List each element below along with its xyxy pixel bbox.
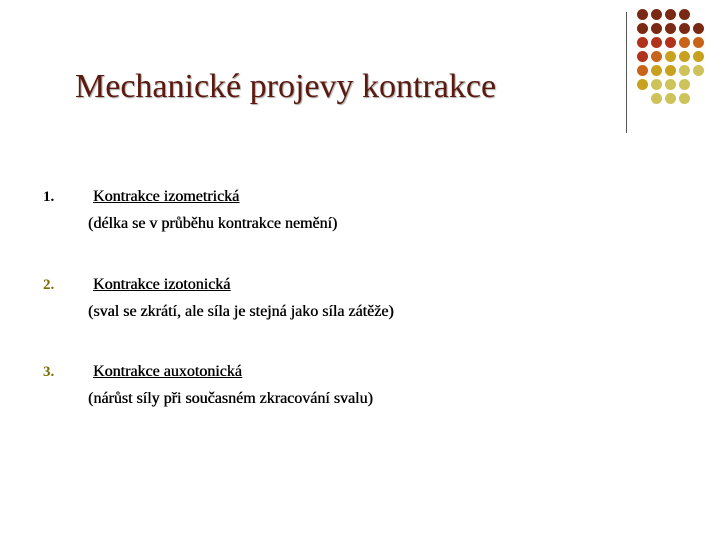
slide-title: Mechanické projevy kontrakce (75, 68, 497, 105)
decorative-dot (679, 9, 690, 20)
decorative-dot (693, 37, 704, 48)
decorative-dot (651, 93, 662, 104)
decorative-dot (637, 51, 648, 62)
list-item-description: (nárůst síly při současném zkracování svalu) (88, 390, 373, 407)
title-divider-line (626, 12, 627, 133)
list-item-heading: Kontrakce izotonická (93, 276, 231, 293)
decorative-dot (693, 23, 704, 34)
decorative-dot (651, 65, 662, 76)
list-item-number: 1. (43, 189, 55, 205)
list-item-izotonicka (0, 274, 720, 334)
decorative-dot (693, 51, 704, 62)
decorative-dot (651, 37, 662, 48)
list-item-number: 3. (43, 364, 55, 380)
decorative-dot (679, 23, 690, 34)
decorative-dot (665, 93, 676, 104)
list-item-number: 2. (43, 277, 55, 293)
list-item-description: (sval se zkrátí, ale síla je stejná jako síla zátěže) (88, 303, 394, 320)
list-item-heading: Kontrakce izometrická (93, 188, 240, 205)
list-item-description: (délka se v průběhu kontrakce nemění) (88, 215, 338, 232)
decorative-dot (665, 37, 676, 48)
decorative-dot (637, 37, 648, 48)
decorative-dot (679, 51, 690, 62)
decorative-dot (665, 23, 676, 34)
decorative-dot (679, 37, 690, 48)
decorative-dot (679, 65, 690, 76)
decorative-dot (651, 79, 662, 90)
decorative-dot (651, 51, 662, 62)
decorative-dot (665, 51, 676, 62)
list-item-auxotonicka (0, 361, 720, 421)
list-item-izometricka (0, 186, 720, 246)
decorative-dot (637, 65, 648, 76)
decorative-dot (693, 65, 704, 76)
decorative-dot (637, 79, 648, 90)
decorative-dot-grid (637, 9, 717, 119)
decorative-dot (651, 23, 662, 34)
decorative-dot (665, 79, 676, 90)
decorative-dot (651, 9, 662, 20)
decorative-dot (665, 65, 676, 76)
decorative-dot (637, 9, 648, 20)
decorative-dot (665, 9, 676, 20)
decorative-dot (679, 93, 690, 104)
decorative-dot (637, 23, 648, 34)
list-item-heading: Kontrakce auxotonická (93, 363, 242, 380)
decorative-dot (679, 79, 690, 90)
